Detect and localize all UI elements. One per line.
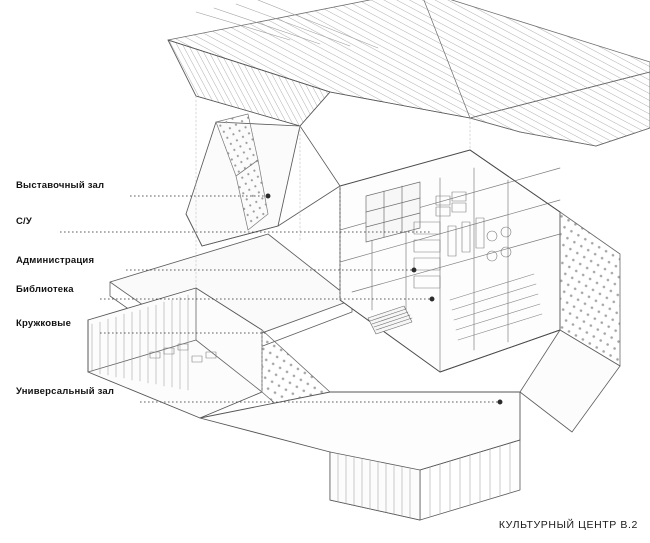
legend-label-clubs: Кружковые xyxy=(16,318,72,329)
legend-label-exhibition-hall: Выставочный зал xyxy=(16,180,105,191)
sheet-caption: КУЛЬТУРНЫЙ ЦЕНТР В.2 xyxy=(498,519,638,531)
legend-label-wc: С/У xyxy=(16,216,33,227)
legend-label-library: Библиотека xyxy=(16,284,74,295)
legend-label-administration: Администрация xyxy=(16,255,95,266)
legend-label-universal-hall: Универсальный зал xyxy=(16,386,115,397)
